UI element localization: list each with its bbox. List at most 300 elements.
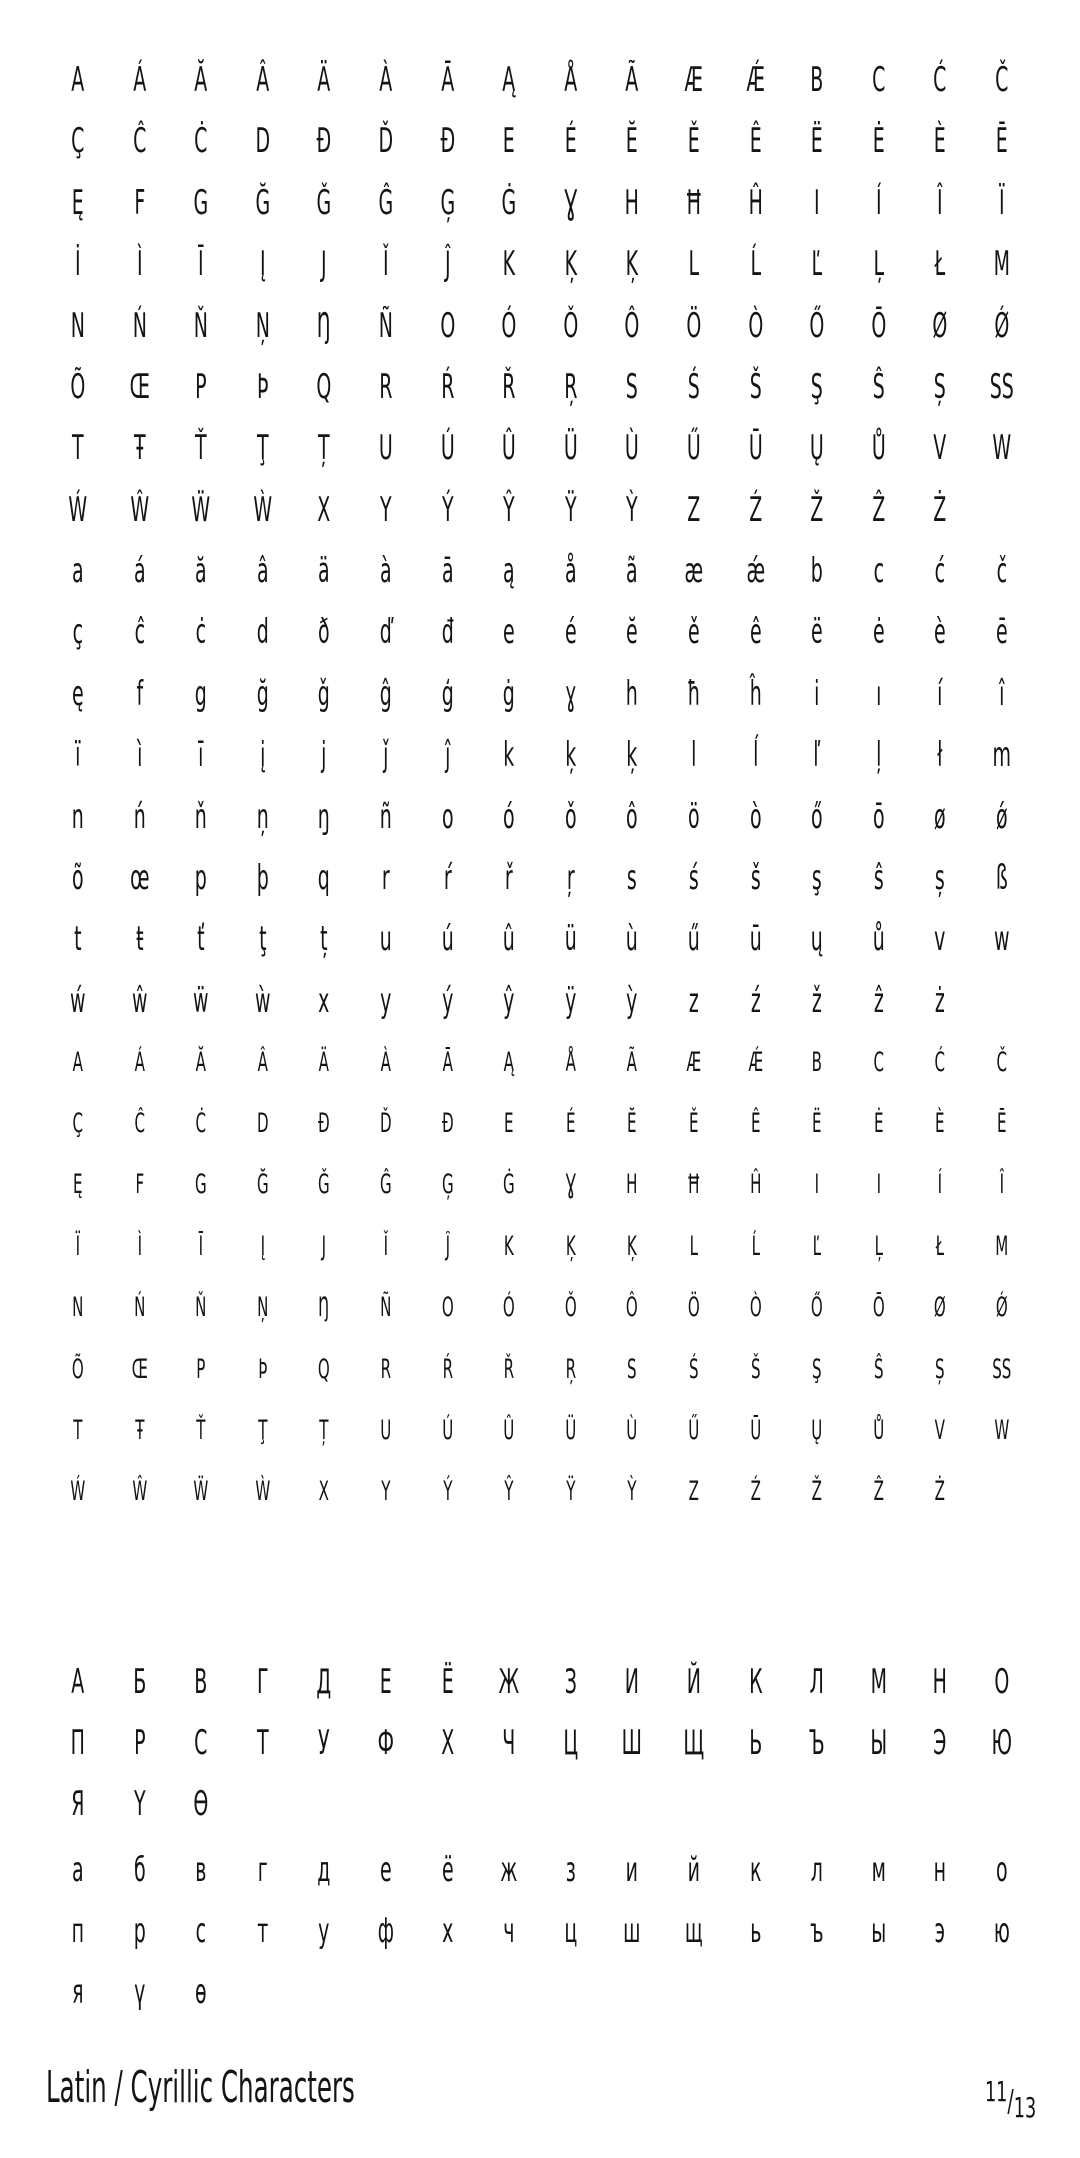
glyph-cell: Ž <box>811 1476 823 1508</box>
glyph-cell: L <box>689 1230 698 1262</box>
glyph-cell: C <box>873 1046 884 1078</box>
glyph-cell: Ę <box>71 182 84 223</box>
glyph-cell: Ǽ <box>746 60 765 100</box>
glyph-cell: ï <box>75 735 81 776</box>
glyph-cell: ô <box>626 796 638 837</box>
glyph-cell: ù <box>626 919 639 960</box>
glyph-cell: SS <box>989 367 1014 407</box>
glyph-cell: Đ <box>441 1107 454 1139</box>
glyph-cell: Õ <box>71 1353 84 1385</box>
glyph-cell: Ğ <box>255 182 270 223</box>
glyph-cell: К <box>748 1662 763 1702</box>
glyph-cell: Í <box>875 182 882 223</box>
glyph-cell: Ņ <box>255 305 270 346</box>
glyph-cell: f <box>136 673 143 714</box>
glyph-cell: Ē <box>995 121 1008 162</box>
glyph-cell: Ģ <box>440 182 455 223</box>
glyph-cell: ú <box>441 919 454 960</box>
glyph-cell: Ã <box>626 1046 638 1078</box>
glyph-cell: Ř <box>503 1353 515 1385</box>
cyrillic-lower-row <box>47 1962 1033 2022</box>
glyph-cell: Þ <box>256 367 269 407</box>
glyph-cell: L <box>688 244 700 285</box>
glyph-cell: ō <box>872 796 885 837</box>
glyph-cell: ő <box>811 796 823 837</box>
glyph-cell: Â <box>257 1046 268 1078</box>
glyph-cell: c <box>873 551 884 591</box>
glyph-cell: h <box>626 673 639 714</box>
glyph-cell: ħ <box>687 673 701 714</box>
glyph-cell: ò <box>749 796 762 837</box>
glyph-cell: Ć <box>933 60 947 100</box>
glyph-cell: Ġ <box>501 182 517 223</box>
glyph-cell: ŷ <box>503 980 515 1021</box>
glyph-cell <box>243 1774 281 1834</box>
glyph-cell <box>859 1962 897 2022</box>
glyph-cell: C <box>871 60 886 100</box>
glyph-cell <box>983 1962 1021 2022</box>
glyph-cell: Ç <box>71 121 85 162</box>
glyph-cell: Ļ <box>874 1230 883 1262</box>
glyph-cell: Q <box>318 1353 331 1385</box>
glyph-cell: Ẃ <box>68 489 88 530</box>
glyph-cell: Б <box>132 1662 146 1702</box>
glyph-cell: Ą <box>503 1046 515 1078</box>
glyph-cell: Œ <box>131 1353 148 1385</box>
glyph-cell: Ŝ <box>873 1353 884 1385</box>
latin-upper-row <box>47 50 1033 110</box>
small-caps-row <box>47 1155 1033 1215</box>
glyph-cell: Ź <box>750 1476 761 1508</box>
glyph-cell: ø <box>934 796 946 837</box>
glyph-cell <box>367 1962 405 2022</box>
glyph-cell: K <box>502 244 516 285</box>
glyph-cell: Ķ <box>565 1230 576 1262</box>
glyph-cell <box>490 1774 528 1834</box>
glyph-cell: Ś <box>688 1353 699 1385</box>
glyph-cell: ñ <box>379 796 392 837</box>
glyph-cell: Ľ <box>811 244 823 285</box>
glyph-cell <box>613 1962 651 2022</box>
glyph-cell: э <box>934 1911 946 1952</box>
glyph-cell: Ğ <box>256 1169 269 1201</box>
glyph-cell: Ě <box>688 1107 699 1139</box>
glyph-cell: Ẅ <box>191 489 211 530</box>
glyph-cell: Ñ <box>378 305 393 346</box>
glyph-cell: к <box>749 1850 762 1890</box>
glyph-cell: Ò <box>747 305 763 346</box>
glyph-cell: ē <box>995 612 1008 653</box>
glyph-cell: Ų <box>811 1414 823 1446</box>
glyph-cell: Ŵ <box>131 1476 147 1508</box>
glyph-cell <box>428 1962 466 2022</box>
glyph-cell: x <box>318 980 330 1021</box>
glyph-cell: G <box>193 182 209 223</box>
small-caps-row <box>47 1093 1033 1153</box>
glyph-cell: B <box>811 1046 823 1078</box>
glyph-cell: ş <box>811 858 822 898</box>
latin-upper-row <box>47 111 1033 171</box>
glyph-cell: Ŗ <box>565 1353 576 1385</box>
glyph-cell: ẁ <box>254 980 271 1021</box>
glyph-cell: Ú <box>441 1414 453 1446</box>
glyph-cell: Ò <box>749 1292 762 1324</box>
glyph-cell: ǒ <box>564 796 577 837</box>
glyph-cell: ķ <box>565 735 577 776</box>
glyph-cell: à <box>379 551 392 591</box>
glyph-cell: U <box>378 428 393 469</box>
glyph-cell: Ё <box>441 1662 454 1702</box>
glyph-cell: Ẑ <box>873 1476 884 1508</box>
glyph-cell: Ō <box>871 305 886 346</box>
glyph-cell: ģ <box>441 673 454 714</box>
glyph-cell: Ǧ <box>316 182 332 223</box>
glyph-cell: Á <box>134 1046 145 1078</box>
glyph-cell: ű <box>687 919 700 960</box>
glyph-cell: ň <box>194 796 207 837</box>
glyph-cell: Z <box>688 1476 699 1508</box>
glyph-cell: Ŷ <box>504 1476 514 1508</box>
glyph-cell: ū <box>749 919 762 960</box>
glyph-cell: ŧ <box>135 919 144 960</box>
glyph-cell: ш <box>623 1911 641 1952</box>
glyph-cell: P <box>196 1353 206 1385</box>
glyph-cell: È <box>934 121 947 162</box>
glyph-cell: Ċ <box>195 1107 207 1139</box>
glyph-cell: ü <box>564 919 577 960</box>
glyph-cell: Ǒ <box>563 305 579 346</box>
glyph-cell: s <box>627 858 638 898</box>
glyph-cell: Æ <box>684 60 703 100</box>
glyph-cell: O <box>439 305 455 346</box>
glyph-cell: а <box>71 1850 84 1890</box>
glyph-cell: ө <box>195 1972 207 2013</box>
glyph-cell: u <box>379 919 392 960</box>
glyph-cell: õ <box>71 858 84 898</box>
glyph-cell: г <box>257 1850 268 1890</box>
glyph-cell: х <box>441 1911 453 1952</box>
glyph-cell: М <box>870 1662 887 1702</box>
glyph-cell: æ <box>684 551 704 591</box>
glyph-cell: Z <box>687 489 701 530</box>
glyph-cell: H <box>626 1169 638 1201</box>
glyph-cell: Ç <box>72 1107 84 1139</box>
glyph-cell: Ù <box>625 428 640 469</box>
glyph-cell: З <box>564 1662 577 1702</box>
glyph-cell <box>428 1774 466 1834</box>
small-caps-row <box>47 1462 1033 1522</box>
glyph-cell: я <box>72 1972 84 2013</box>
glyph-cell: Ű <box>686 428 701 469</box>
glyph-cell: ż <box>935 980 946 1021</box>
glyph-cell: K <box>504 1230 514 1262</box>
glyph-cell: ŵ <box>131 980 148 1021</box>
glyph-cell: I <box>814 1169 820 1201</box>
glyph-cell: É <box>564 121 577 162</box>
glyph-cell: ć <box>934 551 946 591</box>
glyph-cell: Y <box>381 1476 391 1508</box>
glyph-cell: Û <box>503 1414 515 1446</box>
glyph-cell: Ö <box>686 305 702 346</box>
glyph-cell: Ń <box>133 1292 146 1324</box>
glyph-cell: Û <box>502 428 516 469</box>
glyph-cell: ẅ <box>193 980 209 1021</box>
glyph-cell <box>983 971 1021 1031</box>
glyph-cell: Ĝ <box>379 1169 392 1201</box>
glyph-cell: Ķ <box>564 244 577 285</box>
glyph-cell: Ŧ <box>134 1414 144 1446</box>
cyrillic-upper-row <box>47 1774 1033 1834</box>
glyph-cell: T <box>72 428 84 469</box>
glyph-cell: Ì <box>137 1230 142 1262</box>
glyph-cell: U <box>380 1414 392 1446</box>
glyph-cell: Į <box>260 1230 265 1262</box>
glyph-cell: ļ <box>875 735 882 776</box>
glyph-cell: ì <box>136 735 143 776</box>
glyph-cell: Ŝ <box>872 367 885 407</box>
glyph-cell: д <box>317 1850 331 1890</box>
glyph-cell: ų <box>810 919 823 960</box>
glyph-cell <box>305 1774 343 1834</box>
glyph-cell: Ċ <box>194 121 208 162</box>
glyph-cell: ŝ <box>873 858 884 898</box>
glyph-cell: Ю <box>991 1723 1012 1764</box>
glyph-cell: ĕ <box>626 612 638 653</box>
glyph-cell: A <box>71 60 85 100</box>
glyph-cell: Đ <box>318 1107 331 1139</box>
glyph-cell: ș <box>935 858 946 898</box>
latin-lower-row <box>47 787 1033 847</box>
glyph-cell: Ã <box>625 60 639 100</box>
glyph-cell <box>305 1962 343 2022</box>
glyph-cell: W <box>994 1414 1010 1446</box>
latin-lower-row <box>47 725 1033 785</box>
glyph-cell: Ñ <box>380 1292 392 1324</box>
glyph-cell: À <box>380 1046 391 1078</box>
glyph-cell: Ë <box>812 1107 822 1139</box>
glyph-cell: Ẃ <box>70 1476 86 1508</box>
glyph-cell: Ń <box>132 305 147 346</box>
glyph-cell: Q <box>316 367 332 407</box>
glyph-cell: ė <box>872 612 885 653</box>
glyph-cell: Ż <box>933 489 947 530</box>
glyph-cell: Ү <box>133 1784 146 1825</box>
glyph-cell: Ą <box>502 60 516 100</box>
glyph-cell <box>675 1774 713 1834</box>
glyph-cell: ź <box>750 980 761 1021</box>
glyph-cell: У <box>318 1723 330 1764</box>
glyph-cell: Ł <box>934 244 946 285</box>
glyph-cell: Ŕ <box>440 367 454 407</box>
glyph-cell: D <box>255 121 270 162</box>
glyph-cell: Ł <box>935 1230 945 1262</box>
glyph-cell: Ĕ <box>627 1107 637 1139</box>
glyph-cell: Š <box>750 1353 761 1385</box>
glyph-cell: ĺ <box>752 735 758 776</box>
glyph-cell <box>798 1962 836 2022</box>
glyph-cell: À <box>379 60 393 100</box>
glyph-cell: k <box>503 735 515 776</box>
glyph-cell: ț <box>320 919 328 960</box>
glyph-cell: Ù <box>626 1414 638 1446</box>
glyph-cell: Ĺ <box>751 1230 760 1262</box>
glyph-cell: Э <box>933 1723 947 1764</box>
glyph-cell: Ê <box>749 121 762 162</box>
small-caps-row <box>47 1400 1033 1460</box>
glyph-cell: О <box>994 1662 1010 1702</box>
glyph-cell: l <box>691 735 697 776</box>
glyph-cell <box>798 1774 836 1834</box>
glyph-cell: Ĝ <box>378 182 394 223</box>
glyph-cell: r <box>381 858 390 898</box>
glyph-cell: É <box>565 1107 576 1139</box>
glyph-cell: o <box>441 796 454 837</box>
glyph-cell: ÿ <box>564 980 577 1021</box>
glyph-cell: Ė <box>873 1107 884 1139</box>
glyph-cell: Ö <box>687 1292 700 1324</box>
glyph-cell <box>490 1962 528 2022</box>
glyph-cell: Ć <box>934 1046 946 1078</box>
glyph-cell: Ž <box>810 489 824 530</box>
glyph-cell: ľ <box>813 735 821 776</box>
glyph-cell: I <box>876 1169 881 1201</box>
glyph-cell: E <box>504 1107 514 1139</box>
latin-upper-row <box>47 418 1033 478</box>
glyph-cell: Й <box>686 1662 701 1702</box>
glyph-cell: Ū <box>748 428 763 469</box>
glyph-cell: á <box>133 551 146 591</box>
glyph-cell: ǧ <box>318 673 331 714</box>
glyph-cell: Ő <box>809 305 825 346</box>
glyph-cell: у <box>318 1911 330 1952</box>
latin-lower-row <box>47 909 1033 969</box>
latin-upper-row <box>47 480 1033 540</box>
glyph-cell: g <box>194 673 208 714</box>
glyph-cell: Ů <box>872 1414 885 1446</box>
glyph-cell: Ħ <box>685 182 703 223</box>
glyph-cell: Ỳ <box>626 489 638 530</box>
glyph-cell: Ş <box>810 367 823 407</box>
glyph-cell: Ë <box>810 121 823 162</box>
glyph-cell: Ĵ <box>444 244 451 285</box>
glyph-cell: e <box>503 612 515 653</box>
glyph-cell: š <box>750 858 761 898</box>
glyph-cell: Ģ <box>441 1169 454 1201</box>
glyph-cell: R <box>379 367 393 407</box>
glyph-cell: z <box>688 980 699 1021</box>
glyph-cell: Ý <box>441 489 454 530</box>
glyph-cell: И <box>625 1662 640 1702</box>
glyph-cell: V <box>934 1414 946 1446</box>
glyph-cell: Л <box>809 1662 825 1702</box>
glyph-cell: m <box>992 735 1011 776</box>
glyph-cell <box>859 1774 897 1834</box>
glyph-cell: Ă <box>194 60 208 100</box>
glyph-cell: Ŋ <box>317 305 332 346</box>
glyph-cell: А <box>71 1662 85 1702</box>
glyph-cell: è <box>934 612 946 653</box>
glyph-cell: ĵ <box>444 735 450 776</box>
glyph-cell: Ĥ <box>749 1169 761 1201</box>
glyph-cell <box>367 1774 405 1834</box>
glyph-cell: ý <box>441 980 453 1021</box>
glyph-cell: ě <box>687 612 700 653</box>
glyph-cell: ъ <box>810 1911 824 1952</box>
glyph-cell: Ŷ <box>503 489 515 530</box>
glyph-cell: Œ <box>129 367 150 407</box>
glyph-cell: Ī <box>198 244 204 285</box>
glyph-cell: Ħ <box>686 1169 701 1201</box>
glyph-cell: ǿ <box>995 796 1008 837</box>
glyph-cell: Ü <box>565 1414 577 1446</box>
glyph-cell: P <box>195 367 207 407</box>
glyph-cell: й <box>687 1850 700 1890</box>
glyph-cell: Ě <box>687 121 700 162</box>
glyph-cell: Ė <box>872 121 885 162</box>
glyph-cell: ř <box>505 858 513 898</box>
glyph-cell: İ <box>74 244 81 285</box>
glyph-cell: Č <box>995 60 1009 100</box>
glyph-cell: A <box>72 1046 83 1078</box>
glyph-cell: Ǿ <box>994 305 1010 346</box>
glyph-cell: ę <box>71 673 84 714</box>
glyph-cell: ч <box>503 1911 515 1952</box>
glyph-cell: Е <box>379 1662 392 1702</box>
glyph-cell: Õ <box>70 367 86 407</box>
latin-lower-row <box>47 848 1033 908</box>
glyph-cell: ю <box>993 1911 1010 1952</box>
glyph-cell: ı <box>875 673 882 714</box>
glyph-cell: Ř <box>502 367 516 407</box>
glyph-cell: ā <box>441 551 454 591</box>
glyph-cell: ү <box>133 1972 145 2013</box>
glyph-cell: ď <box>379 612 392 653</box>
glyph-cell: û <box>502 919 515 960</box>
glyph-cell: ĉ <box>134 612 145 653</box>
glyph-cell: Ó <box>503 1292 515 1324</box>
glyph-cell: Ű <box>688 1414 700 1446</box>
glyph-cell: Ș <box>935 1353 945 1385</box>
glyph-cell: Â <box>256 60 270 100</box>
glyph-cell: v <box>934 919 946 960</box>
glyph-cell <box>983 1774 1021 1834</box>
glyph-cell: Ẁ <box>255 1476 271 1508</box>
glyph-cell: F <box>135 1169 144 1201</box>
glyph-cell: Æ <box>686 1046 702 1078</box>
glyph-cell: Ś <box>687 367 700 407</box>
glyph-cell: е <box>379 1850 392 1890</box>
glyph-cell: Ì <box>136 244 143 285</box>
glyph-cell: a <box>71 551 84 591</box>
page-total: 13 <box>1013 2091 1036 2124</box>
glyph-cell: Щ <box>683 1723 705 1764</box>
latin-upper-row <box>47 296 1033 356</box>
glyph-cell: J <box>321 1230 327 1262</box>
latin-lower-row <box>47 664 1033 724</box>
glyph-cell: Ų <box>809 428 824 469</box>
small-caps-row <box>47 1339 1033 1399</box>
glyph-cell: N <box>72 1292 84 1324</box>
glyph-cell: Ẅ <box>193 1476 209 1508</box>
glyph-cell: ť <box>197 919 205 960</box>
glyph-cell <box>983 1462 1021 1522</box>
glyph-cell: ž <box>811 980 822 1021</box>
glyph-cell: Ē <box>996 1107 1007 1139</box>
cyrillic-upper-row <box>47 1652 1033 1712</box>
glyph-cell: R <box>380 1353 391 1385</box>
glyph-cell: I <box>814 182 820 223</box>
glyph-cell: E <box>502 121 515 162</box>
